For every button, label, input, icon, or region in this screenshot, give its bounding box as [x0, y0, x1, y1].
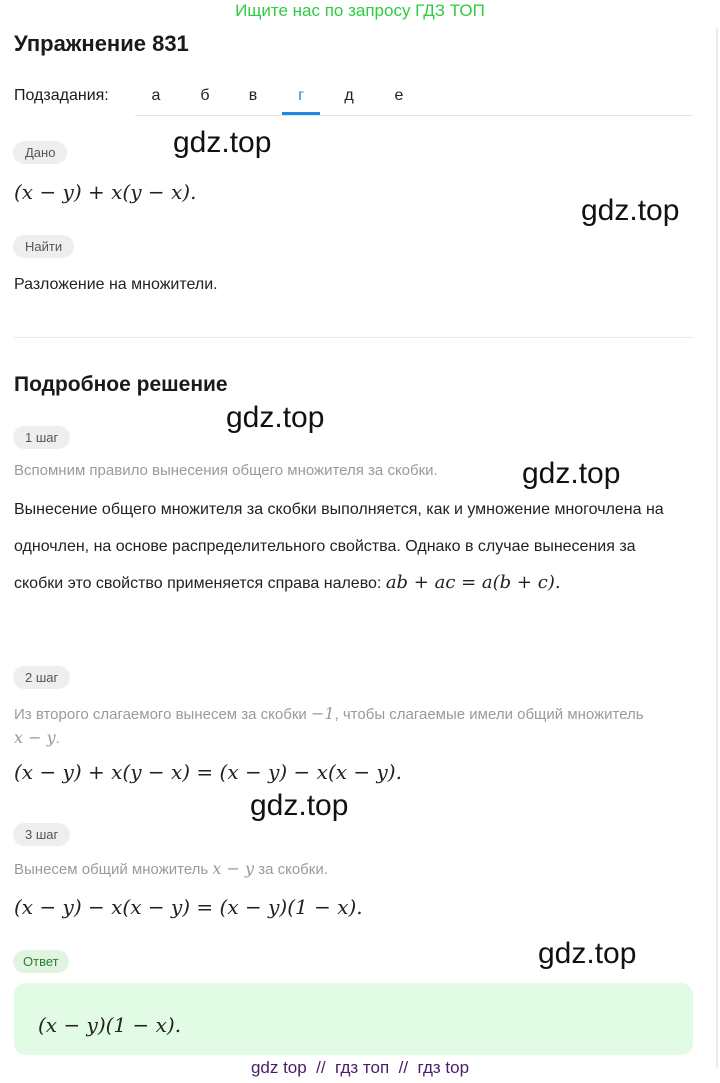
watermark: gdz.top	[581, 194, 680, 227]
step-3-hint: Вынесем общий множитель x − y за скобки.	[14, 859, 328, 878]
find-badge: Найти	[13, 235, 74, 258]
watermark: gdz.top	[250, 789, 349, 822]
footer-text: gdz top // гдз топ // гдз top	[250, 1058, 470, 1077]
answer-box	[14, 983, 693, 1055]
divider	[14, 337, 693, 338]
tab-b[interactable]: б	[200, 87, 210, 104]
subtasks-tabs	[135, 82, 693, 116]
step-2-hint: Из второго слагаемого вынесем за скобки −1, чтобы слагаемые имели общий множитель x − y.	[14, 704, 644, 747]
page-title: Упражнение 831	[14, 31, 189, 56]
step-3-badge: 3 шаг	[13, 823, 70, 846]
promo-banner: Ищите нас по запросу ГДЗ ТОП	[235, 1, 485, 20]
watermark: gdz.top	[538, 937, 637, 970]
given-badge: Дано	[13, 141, 67, 164]
step-3-formula: (x − y) − x(x − y) = (x − y)(1 − x).	[14, 895, 363, 919]
given-expression: (x − y) + x(y − x).	[14, 180, 197, 204]
watermark: gdz.top	[226, 401, 325, 434]
tab-a[interactable]: а	[151, 87, 161, 104]
step-2-badge: 2 шаг	[13, 666, 70, 689]
answer-formula: (x − y)(1 − x).	[38, 1013, 182, 1037]
answer-badge: Ответ	[13, 950, 69, 973]
step-1-hint: Вспомним правило вынесения общего множителя за скобки.	[14, 462, 438, 479]
solution-title: Подробное решение	[14, 373, 228, 396]
step-1-text: Вынесение общего множителя за скобки выполняется, как и умножение многочлена на одночлен, на основе распределительного свойства. Однако в случае вынесения за скобки это свойство применяется справа налево: ab + ac = a(b + c).	[14, 501, 664, 593]
subtasks-label: Подзадания:	[14, 87, 109, 104]
step-1-badge: 1 шаг	[13, 426, 70, 449]
tab-d[interactable]: д	[344, 87, 354, 104]
tab-v[interactable]: в	[248, 87, 258, 104]
tab-g[interactable]: г	[282, 82, 320, 115]
tab-e[interactable]: е	[394, 87, 404, 104]
step-2-formula: (x − y) + x(y − x) = (x − y) − x(x − y).	[14, 760, 402, 784]
watermark: gdz.top	[173, 126, 272, 159]
step-1-formula: ab + ac = a(b + c).	[385, 572, 561, 593]
watermark: gdz.top	[522, 457, 621, 490]
scroll-track[interactable]	[716, 28, 718, 1068]
find-text: Разложение на множители.	[14, 276, 218, 293]
